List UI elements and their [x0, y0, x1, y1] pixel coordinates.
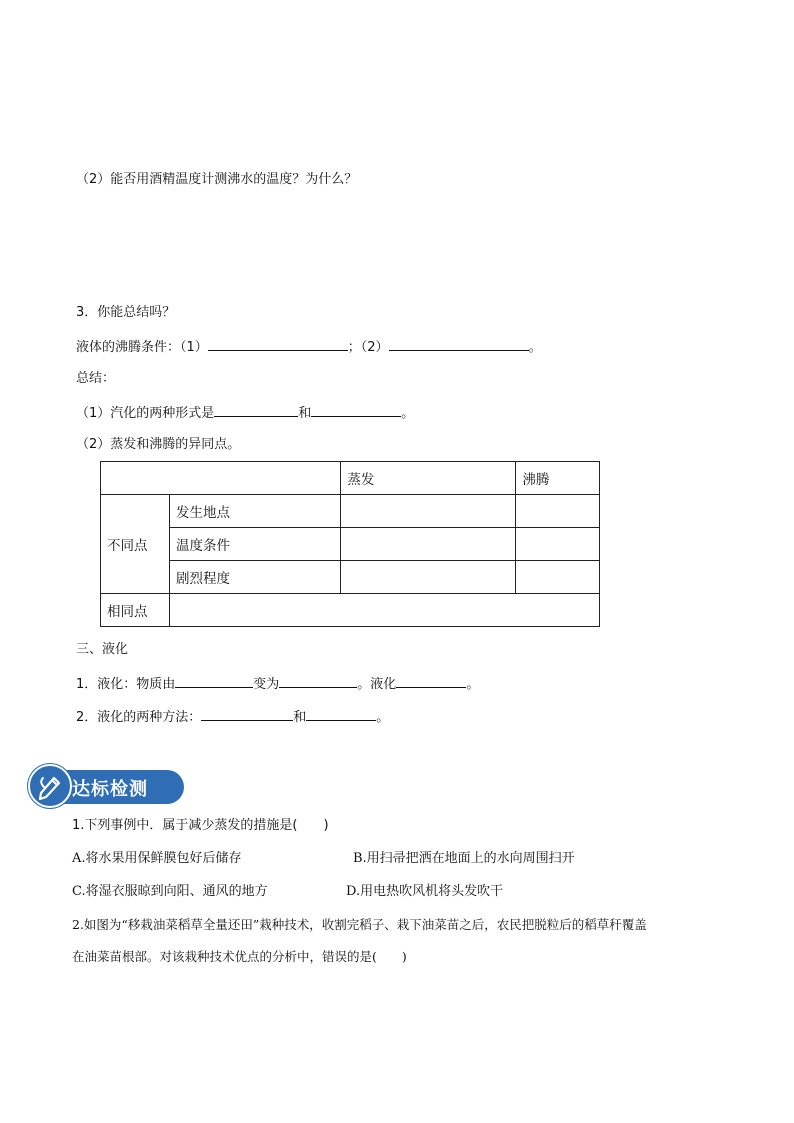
liquefaction-def-end: 。	[466, 677, 480, 692]
q3-title: 3．你能总结吗？	[76, 305, 176, 320]
cell-evaporation-temperature[interactable]	[341, 528, 516, 561]
blank-method-1[interactable]	[201, 707, 293, 721]
table-row	[101, 495, 600, 528]
liquefaction-methods-line	[76, 707, 389, 727]
cell-evaporation-intensity[interactable]	[341, 561, 516, 594]
diff-label-cell: 不同点	[101, 495, 170, 594]
liquefaction-def-mid2: 。液化	[357, 677, 397, 692]
comparison-table	[100, 461, 600, 627]
banner-title: 达标检测	[72, 779, 148, 800]
boiling-condition-end: 。	[528, 340, 542, 355]
exercise-1-option-a[interactable]: A.将水果用保鲜膜包好后储存	[72, 851, 242, 866]
boiling-condition-label: 液体的沸腾条件：（1）	[76, 340, 208, 355]
vaporization-forms-and: 和	[298, 406, 312, 421]
liquefaction-methods-end: 。	[376, 710, 390, 725]
table-corner-cell	[101, 462, 341, 495]
row-label-intensity: 剧烈程度	[170, 561, 341, 594]
table-row	[101, 561, 600, 594]
blank-condition-1[interactable]	[208, 337, 348, 351]
summary-label: 总结：	[76, 371, 116, 386]
compare-title: （2）蒸发和沸腾的异同点。	[76, 437, 241, 452]
boiling-condition-line	[76, 337, 542, 357]
exercise-1-option-d[interactable]: D.用电热吹风机将头发吹干	[346, 884, 504, 899]
blank-state-from[interactable]	[175, 674, 253, 688]
liquefaction-definition-line	[76, 674, 479, 694]
vaporization-forms-end: 。	[401, 406, 415, 421]
cell-same-points[interactable]	[170, 594, 600, 627]
blank-method-2[interactable]	[306, 707, 376, 721]
cell-evaporation-location[interactable]	[341, 495, 516, 528]
cell-boiling-location[interactable]	[516, 495, 600, 528]
blank-form-2[interactable]	[311, 403, 401, 417]
table-row	[101, 528, 600, 561]
row-label-temperature: 温度条件	[170, 528, 341, 561]
header-evaporation: 蒸发	[341, 462, 516, 495]
question-boiling-thermometer: （2）能否用酒精温度计测沸水的温度？为什么？	[76, 172, 358, 187]
assessment-banner	[28, 764, 184, 808]
exercise-1-stem: 1.下列事例中．属于减少蒸发的措施是( )	[72, 818, 329, 833]
blank-heat[interactable]	[396, 674, 466, 688]
table-header-row	[101, 462, 600, 495]
table-row	[101, 594, 600, 627]
same-label-cell: 相同点	[101, 594, 170, 627]
exercise-1-option-b[interactable]: B.用扫帚把洒在地面上的水向周围扫开	[353, 851, 575, 866]
section-liquefaction-title: 三、液化	[76, 642, 129, 657]
boiling-condition-sep: ；（2）	[347, 340, 389, 355]
blank-condition-2[interactable]	[389, 337, 529, 351]
vaporization-forms-line	[76, 403, 414, 423]
row-label-location: 发生地点	[170, 495, 341, 528]
liquefaction-methods-and: 和	[293, 710, 307, 725]
exercise-2-stem-line1: 2.如图为“移栽油菜稻草全量还田”栽种技术，收割完稻子、栽下油菜苗之后，农民把脱粒后的稻草秆覆盖	[72, 917, 647, 932]
exercise-1-option-c[interactable]: C.将湿衣服晾到向阳、通风的地方	[72, 884, 268, 899]
blank-state-to[interactable]	[279, 674, 357, 688]
liquefaction-def-prefix: 1．液化：物质由	[76, 677, 176, 692]
pencil-icon	[28, 764, 72, 808]
liquefaction-methods-prefix: 2．液化的两种方法：	[76, 710, 202, 725]
liquefaction-def-mid: 变为	[253, 677, 280, 692]
exercise-2-stem-line2: 在油菜苗根部。对该栽种技术优点的分析中，错误的是( )	[72, 949, 407, 964]
vaporization-forms-prefix: （1）汽化的两种形式是	[76, 406, 215, 421]
cell-boiling-temperature[interactable]	[516, 528, 600, 561]
blank-form-1[interactable]	[214, 403, 298, 417]
cell-boiling-intensity[interactable]	[516, 561, 600, 594]
header-boiling: 沸腾	[516, 462, 600, 495]
